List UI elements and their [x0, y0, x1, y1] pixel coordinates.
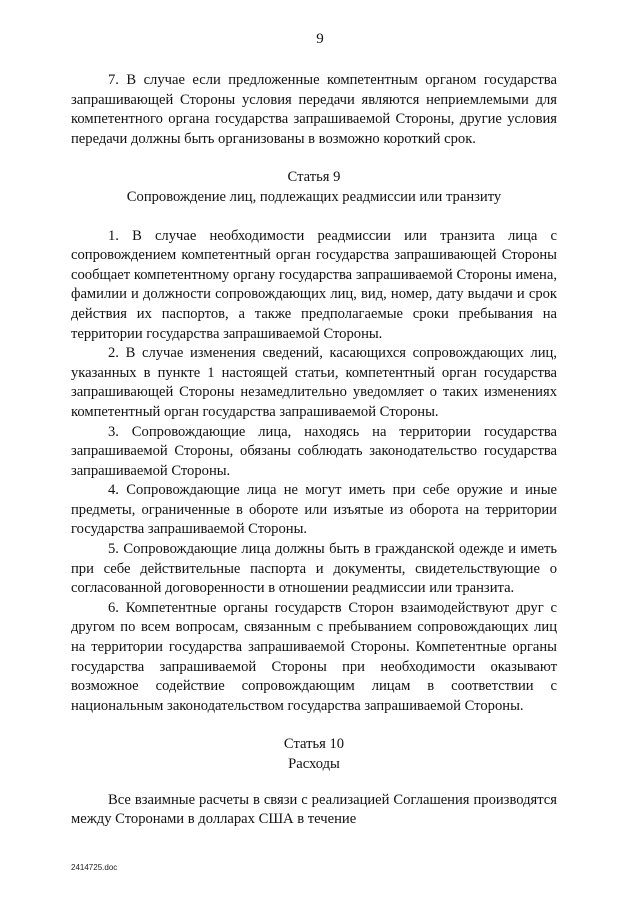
article-10-number: Статья 10 — [283, 736, 345, 753]
footer-file-code: 2414725.doc — [71, 863, 118, 872]
article-9-paragraph-3: 3. Сопровождающие лица, находясь на территории государства запрашиваемой Стороны, обязаны соблюдать законодательство государства запрашиваемой Стороны. — [71, 423, 557, 479]
article-9-paragraph-6: 6. Компетентные органы государств Сторон взаимодействуют друг с другом по всем вопросам, связанным с пребыванием сопровождающих лиц на территории государства запрашиваемой Стороны. Компетентные органы государства запрашиваемой Стороны при необходимости оказывают возможное содействие сопровождающим лицам в соответствии с национальным законодательством государства запрашиваемой Стороны. — [71, 599, 557, 714]
article-9-paragraph-4: 4. Сопровождающие лица не могут иметь при себе оружие и иные предметы, ограниченные в обороте или изъятые из оборота на территории государства запрашиваемой Стороны. — [71, 482, 557, 538]
article-9-paragraph-5: 5. Сопровождающие лица должны быть в гражданской одежде и иметь при себе действительные паспорта и документы, свидетельствующие о согласованной договоренности в отношении реадмиссии или транзита. — [71, 541, 557, 597]
article-10-heading-block — [71, 735, 557, 774]
intro-paragraph: 7. В случае если предложенные компетентным органом государства запрашивающей Стороны условия передачи являются неприемлемыми для компетентного органа государства запрашиваемой Стороны, другие условия передачи должны быть организованы в возможно короткий срок. — [71, 72, 557, 147]
article-10-paragraph-1: Все взаимные расчеты в связи с реализацией Соглашения производятся между Сторонами в долларах США в течение — [71, 791, 557, 828]
article-9-paragraph-2: 2. В случае изменения сведений, касающихся сопровождающих лиц, указанных в пункте 1 настоящей статьи, компетентный орган государства запрашивающей Стороны незамедлительно уведомляет о таких изменениях компетентный орган государства запрашиваемой Стороны. — [71, 345, 557, 420]
article-10-title: Расходы — [288, 756, 340, 772]
article-9-number: Статья 9 — [287, 169, 341, 186]
article-9-title: Сопровождение лиц, подлежащих реадмиссии или транзиту — [126, 188, 502, 205]
page-number: 9 — [316, 31, 324, 47]
document-body — [71, 71, 557, 830]
article-9-heading-block — [71, 168, 557, 207]
article-9-paragraph-1: 1. В случае необходимости реадмиссии или транзита лица с сопровождением компетентный орган государства запрашивающей Стороны сообщает компетентному органу государства запрашиваемой Стороны имена, фамилии и должности сопровождающих лиц, вид, номер, дату выдачи и срок действия их паспортов, а также предполагаемые сроки пребывания на территории государства запрашиваемой Стороны. — [71, 227, 557, 342]
